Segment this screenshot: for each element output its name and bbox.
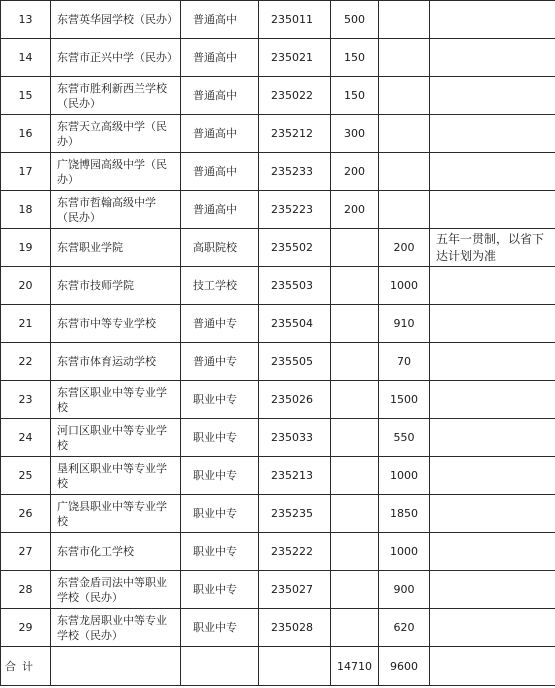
remark-cell (430, 381, 555, 419)
school-type-cell: 职业中专 (181, 571, 259, 609)
school-name-cell: 东营英华园学校（民办） (51, 1, 181, 39)
row-number-cell: 21 (1, 305, 51, 343)
remark-cell (430, 343, 555, 381)
general-plan-cell (331, 533, 379, 571)
school-name-cell: 东营区职业中等专业学校 (51, 381, 181, 419)
table-row (1, 609, 555, 647)
row-number-cell: 28 (1, 571, 51, 609)
total-code-empty-cell (259, 647, 331, 686)
school-name-cell: 河口区职业中等专业学校 (51, 419, 181, 457)
school-code-cell: 235022 (259, 77, 331, 115)
general-plan-cell (331, 609, 379, 647)
vocational-plan-cell: 200 (379, 229, 430, 267)
table-row (1, 571, 555, 609)
school-code-cell: 235033 (259, 419, 331, 457)
remark-cell (430, 533, 555, 571)
general-plan-cell (331, 381, 379, 419)
table-row (1, 533, 555, 571)
row-number-cell: 16 (1, 115, 51, 153)
row-number-cell: 25 (1, 457, 51, 495)
school-type-cell: 普通高中 (181, 115, 259, 153)
school-code-cell: 235235 (259, 495, 331, 533)
general-plan-cell: 500 (331, 1, 379, 39)
total-label: 合计 (1, 647, 51, 686)
row-number-cell: 19 (1, 229, 51, 267)
vocational-plan-cell: 70 (379, 343, 430, 381)
general-plan-cell: 300 (331, 115, 379, 153)
school-code-cell: 235021 (259, 39, 331, 77)
general-plan-cell (331, 495, 379, 533)
vocational-plan-cell: 1850 (379, 495, 430, 533)
vocational-plan-cell: 910 (379, 305, 430, 343)
table-row (1, 305, 555, 343)
total-type-empty-cell (181, 647, 259, 686)
remark-cell (430, 609, 555, 647)
vocational-plan-cell (379, 115, 430, 153)
table-row (1, 343, 555, 381)
general-plan-cell (331, 305, 379, 343)
row-number-cell: 24 (1, 419, 51, 457)
school-name-cell: 广饶县职业中等专业学校 (51, 495, 181, 533)
school-code-cell: 235223 (259, 191, 331, 229)
school-name-cell: 东营市技师学院 (51, 267, 181, 305)
table-row (1, 153, 555, 191)
row-number-cell: 17 (1, 153, 51, 191)
school-type-cell: 职业中专 (181, 381, 259, 419)
vocational-plan-cell: 1000 (379, 457, 430, 495)
table-row (1, 115, 555, 153)
school-type-cell: 职业中专 (181, 609, 259, 647)
general-plan-cell (331, 229, 379, 267)
school-type-cell: 职业中专 (181, 457, 259, 495)
school-type-cell: 技工学校 (181, 267, 259, 305)
school-code-cell: 235503 (259, 267, 331, 305)
table-row (1, 191, 555, 229)
table-row (1, 457, 555, 495)
row-number-cell: 29 (1, 609, 51, 647)
general-plan-cell: 200 (331, 191, 379, 229)
table-row (1, 495, 555, 533)
school-type-cell: 普通高中 (181, 153, 259, 191)
remark-cell (430, 495, 555, 533)
row-number-cell: 23 (1, 381, 51, 419)
vocational-plan-cell: 900 (379, 571, 430, 609)
school-code-cell: 235504 (259, 305, 331, 343)
table-body (1, 1, 555, 686)
school-name-cell: 广饶博园高级中学（民办） (51, 153, 181, 191)
school-code-cell: 235011 (259, 1, 331, 39)
remark-cell (430, 305, 555, 343)
general-plan-cell: 150 (331, 77, 379, 115)
remark-cell (430, 153, 555, 191)
remark-cell (430, 419, 555, 457)
school-code-cell: 235505 (259, 343, 331, 381)
row-number-cell: 20 (1, 267, 51, 305)
table-row (1, 77, 555, 115)
school-name-cell: 东营市哲翰高级中学（民办） (51, 191, 181, 229)
table-row (1, 267, 555, 305)
general-plan-cell (331, 571, 379, 609)
vocational-plan-cell (379, 153, 430, 191)
vocational-plan-cell: 1000 (379, 533, 430, 571)
table-row (1, 1, 555, 39)
vocational-plan-cell: 1500 (379, 381, 430, 419)
school-code-cell: 235213 (259, 457, 331, 495)
row-number-cell: 15 (1, 77, 51, 115)
total-remark-cell (430, 647, 555, 686)
school-type-cell: 职业中专 (181, 495, 259, 533)
school-type-cell: 普通中专 (181, 305, 259, 343)
general-plan-cell (331, 457, 379, 495)
vocational-plan-cell (379, 39, 430, 77)
general-plan-cell (331, 343, 379, 381)
school-type-cell: 职业中专 (181, 419, 259, 457)
school-name-cell: 东营市化工学校 (51, 533, 181, 571)
total-name-empty-cell (51, 647, 181, 686)
school-name-cell: 东营金盾司法中等职业学校（民办） (51, 571, 181, 609)
remark-cell (430, 457, 555, 495)
school-type-cell: 普通高中 (181, 191, 259, 229)
row-number-cell: 27 (1, 533, 51, 571)
school-code-cell: 235027 (259, 571, 331, 609)
vocational-plan-cell: 1000 (379, 267, 430, 305)
school-code-cell: 235028 (259, 609, 331, 647)
remark-cell (430, 191, 555, 229)
school-code-cell: 235026 (259, 381, 331, 419)
school-name-cell: 垦利区职业中等专业学校 (51, 457, 181, 495)
remark-cell (430, 77, 555, 115)
vocational-plan-cell (379, 77, 430, 115)
school-type-cell: 普通高中 (181, 39, 259, 77)
remark-cell (430, 571, 555, 609)
table-row (1, 419, 555, 457)
remark-cell (430, 115, 555, 153)
row-number-cell: 13 (1, 1, 51, 39)
general-plan-cell: 200 (331, 153, 379, 191)
row-number-cell: 26 (1, 495, 51, 533)
school-name-cell: 东营市胜利新西兰学校（民办） (51, 77, 181, 115)
school-name-cell: 东营天立高级中学（民办） (51, 115, 181, 153)
school-name-cell: 东营市正兴中学（民办） (51, 39, 181, 77)
total-row (1, 647, 555, 686)
school-code-cell: 235233 (259, 153, 331, 191)
general-plan-cell (331, 267, 379, 305)
school-type-cell: 普通高中 (181, 1, 259, 39)
row-number-cell: 18 (1, 191, 51, 229)
school-code-cell: 235222 (259, 533, 331, 571)
vocational-plan-cell: 550 (379, 419, 430, 457)
table-row (1, 229, 555, 267)
school-type-cell: 高职院校 (181, 229, 259, 267)
school-type-cell: 职业中专 (181, 533, 259, 571)
school-name-cell: 东营市中等专业学校 (51, 305, 181, 343)
table-row (1, 39, 555, 77)
general-plan-cell: 150 (331, 39, 379, 77)
vocational-plan-cell (379, 191, 430, 229)
school-code-cell: 235212 (259, 115, 331, 153)
remark-cell (430, 267, 555, 305)
school-name-cell: 东营职业学院 (51, 229, 181, 267)
remark-cell (430, 39, 555, 77)
school-name-cell: 东营市体育运动学校 (51, 343, 181, 381)
total-general-plan: 14710 (331, 647, 379, 686)
school-type-cell: 普通中专 (181, 343, 259, 381)
school-type-cell: 普通高中 (181, 77, 259, 115)
remark-cell (430, 1, 555, 39)
row-number-cell: 22 (1, 343, 51, 381)
vocational-plan-cell (379, 1, 430, 39)
school-code-cell: 235502 (259, 229, 331, 267)
general-plan-cell (331, 419, 379, 457)
table-row (1, 381, 555, 419)
vocational-plan-cell: 620 (379, 609, 430, 647)
row-number-cell: 14 (1, 39, 51, 77)
total-vocational-plan: 9600 (379, 647, 430, 686)
school-name-cell: 东营龙居职业中等专业学校（民办） (51, 609, 181, 647)
remark-cell: 五年一贯制，以省下达计划为准 (430, 229, 555, 267)
